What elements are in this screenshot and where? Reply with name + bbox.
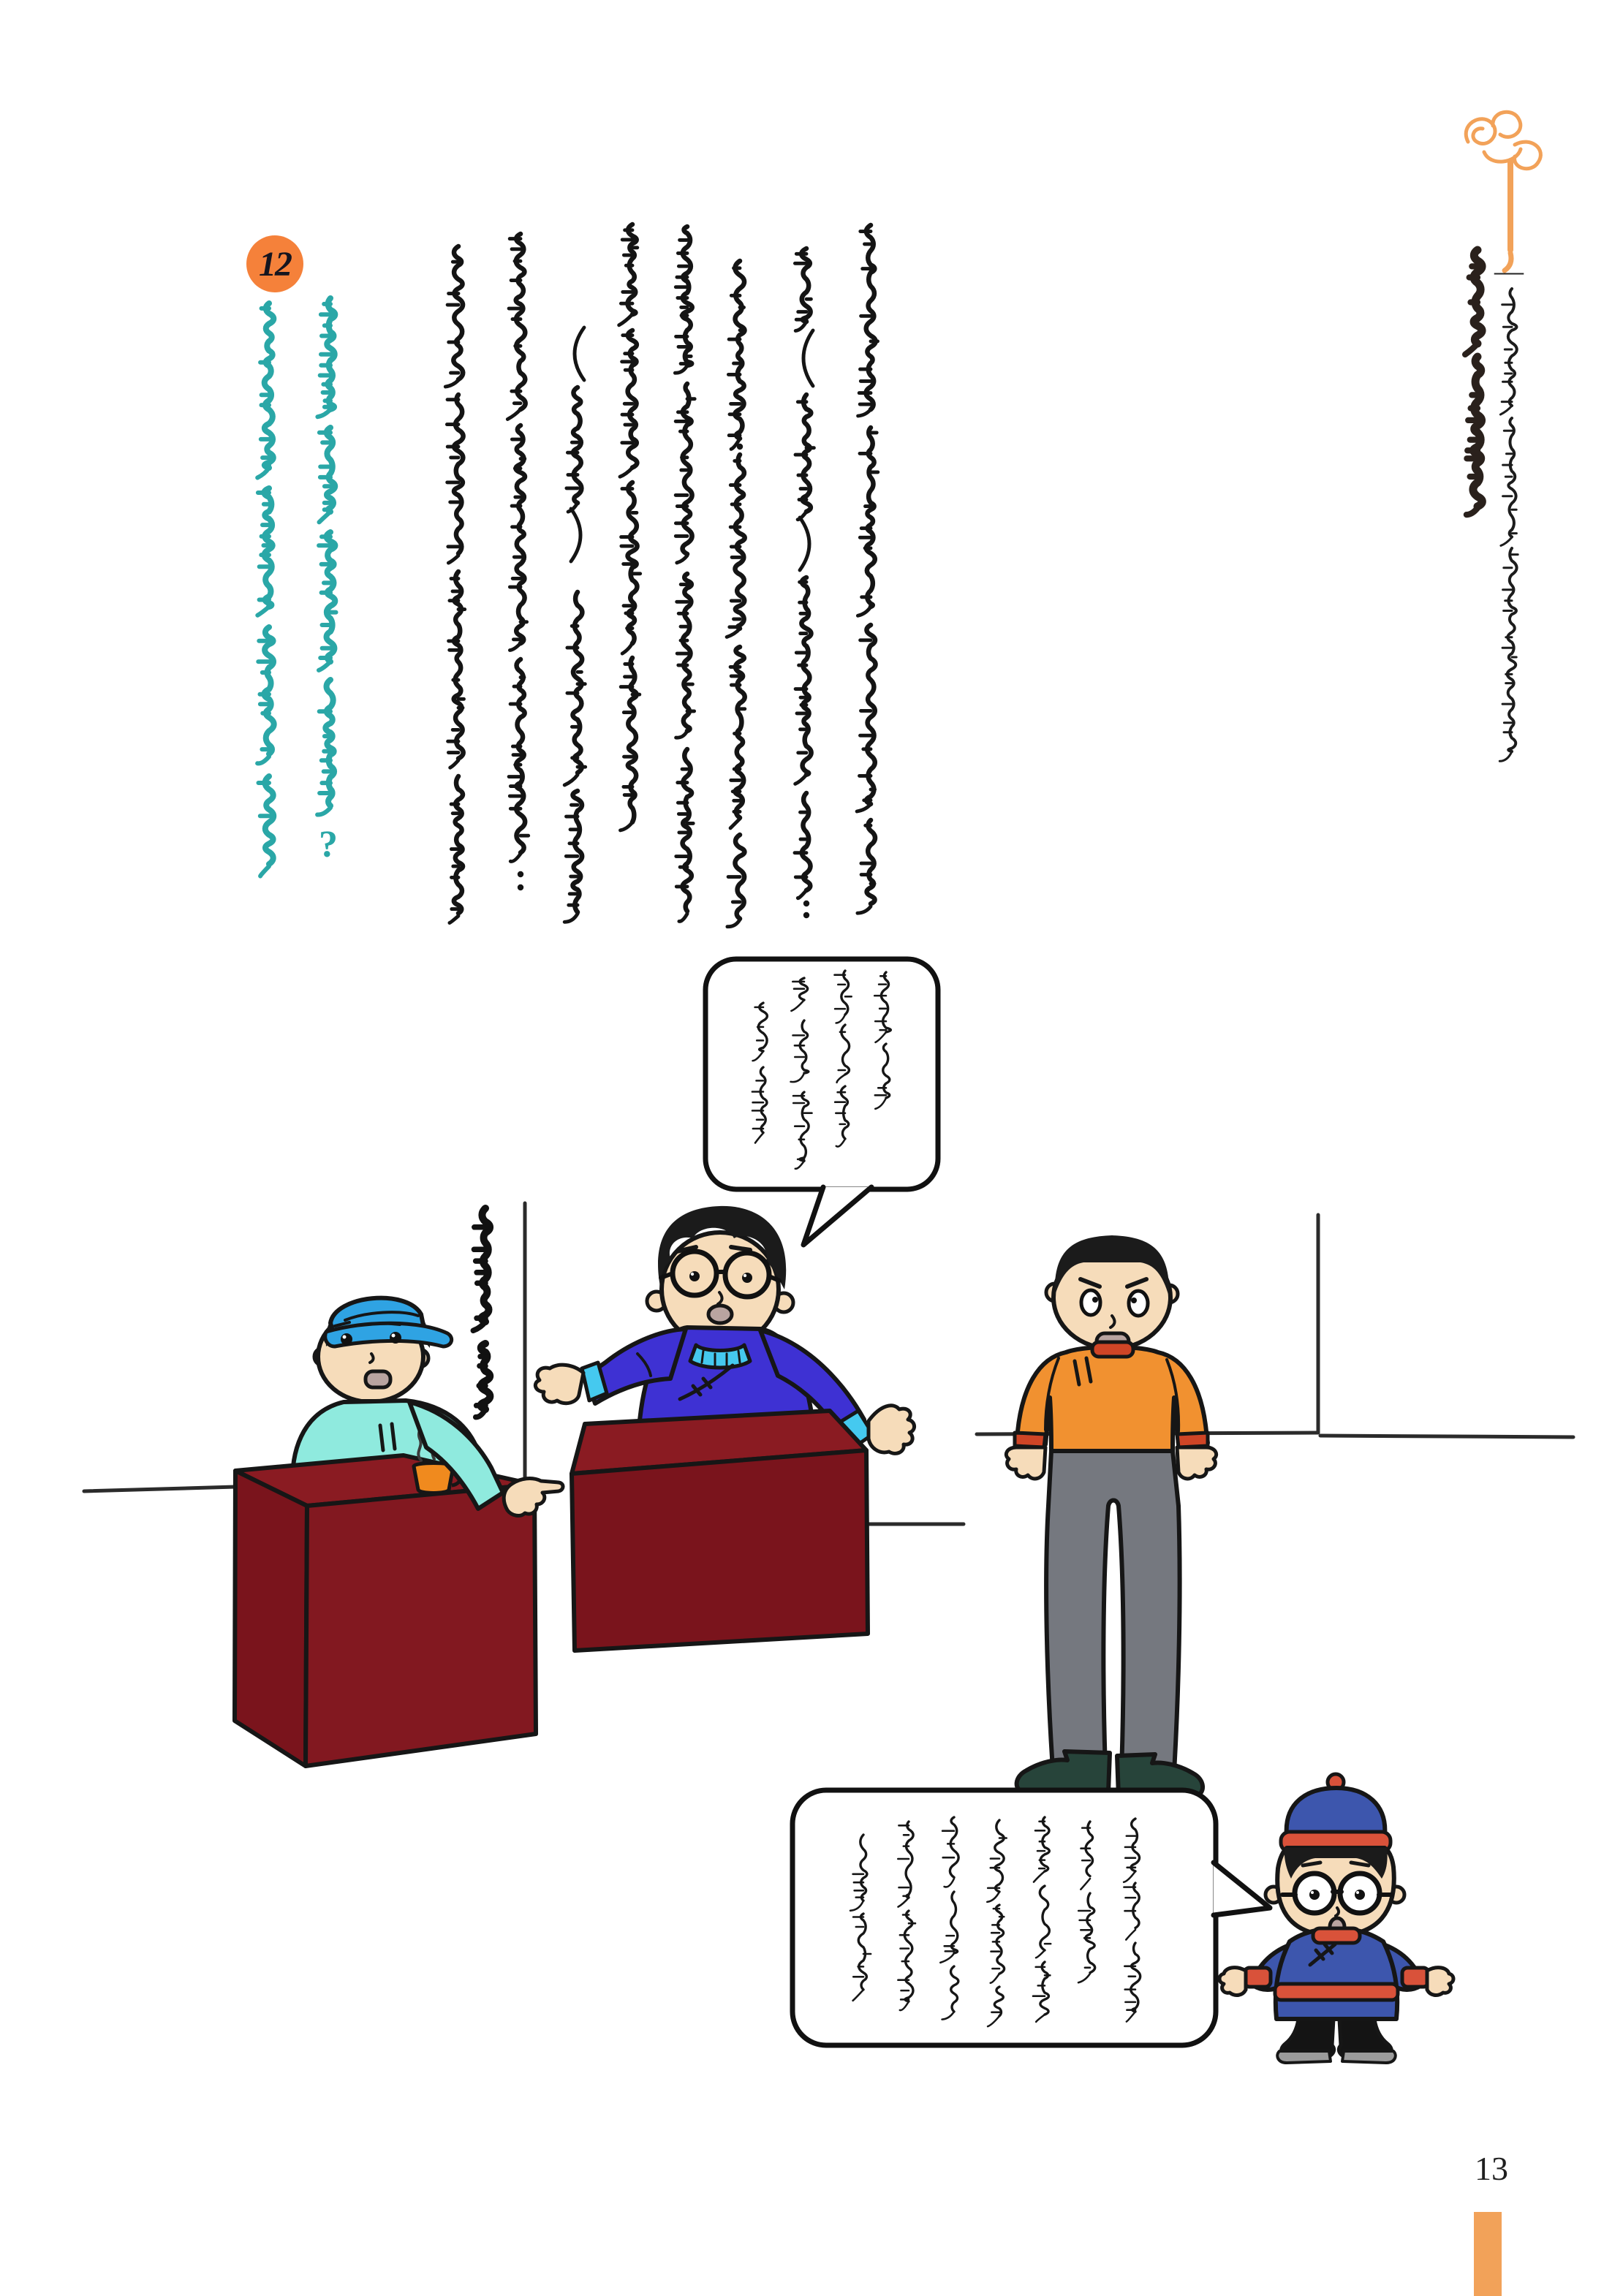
lesson-number-badge xyxy=(246,235,303,292)
main-passage-col-1 xyxy=(445,246,464,923)
margin-header-col-bold xyxy=(1465,250,1482,515)
boy-figure xyxy=(1219,1774,1453,2063)
speech-bubble-top-tail xyxy=(803,1187,871,1245)
margin-dash-glyph: — xyxy=(1494,254,1524,287)
main-passage-col-3 xyxy=(564,327,586,922)
page-number: 13 xyxy=(1475,2150,1508,2187)
boy-collar xyxy=(1313,1928,1360,1943)
official-left-hand xyxy=(535,1365,583,1403)
boy-right-hand xyxy=(1427,1968,1453,1996)
villager-left-hand xyxy=(1006,1447,1045,1479)
podium xyxy=(572,1411,868,1651)
boy-left-hand xyxy=(1219,1968,1246,1996)
margin-ornament-rule xyxy=(1507,159,1513,253)
main-passage-col-6 xyxy=(727,261,745,927)
speech-bubble-bottom-tail xyxy=(1214,1863,1270,1915)
teal-prompt-col-2 xyxy=(317,298,336,815)
main-passage-col-8 xyxy=(857,225,878,913)
main-passage-col-4 xyxy=(619,224,640,830)
margin-header-col-thin xyxy=(1499,289,1518,761)
clerk-pointing-hand xyxy=(504,1479,563,1516)
boy-sash xyxy=(1275,1984,1398,2000)
villager-right-hand xyxy=(1177,1447,1217,1479)
official-right-hand xyxy=(869,1406,915,1454)
lesson-number: 12 xyxy=(259,244,291,284)
main-passage-col-7 xyxy=(795,249,814,918)
boy-hat-dome xyxy=(1287,1788,1385,1836)
wall-sign-col xyxy=(473,1208,490,1417)
villager-figure xyxy=(1006,1235,1216,1797)
villager-pants xyxy=(1046,1451,1179,1772)
main-passage-col-2 xyxy=(507,234,528,890)
page-edge-bar xyxy=(1474,2212,1502,2296)
floor-line-left xyxy=(84,1487,235,1491)
speech-bubble-top xyxy=(705,959,938,1245)
main-passage-col-5 xyxy=(675,227,695,921)
teal-question-mark: ? xyxy=(319,824,338,865)
speech-bubble-bottom xyxy=(792,1790,1270,2045)
floor-line-far-right xyxy=(1320,1436,1573,1437)
teal-prompt-col-1 xyxy=(257,303,274,876)
